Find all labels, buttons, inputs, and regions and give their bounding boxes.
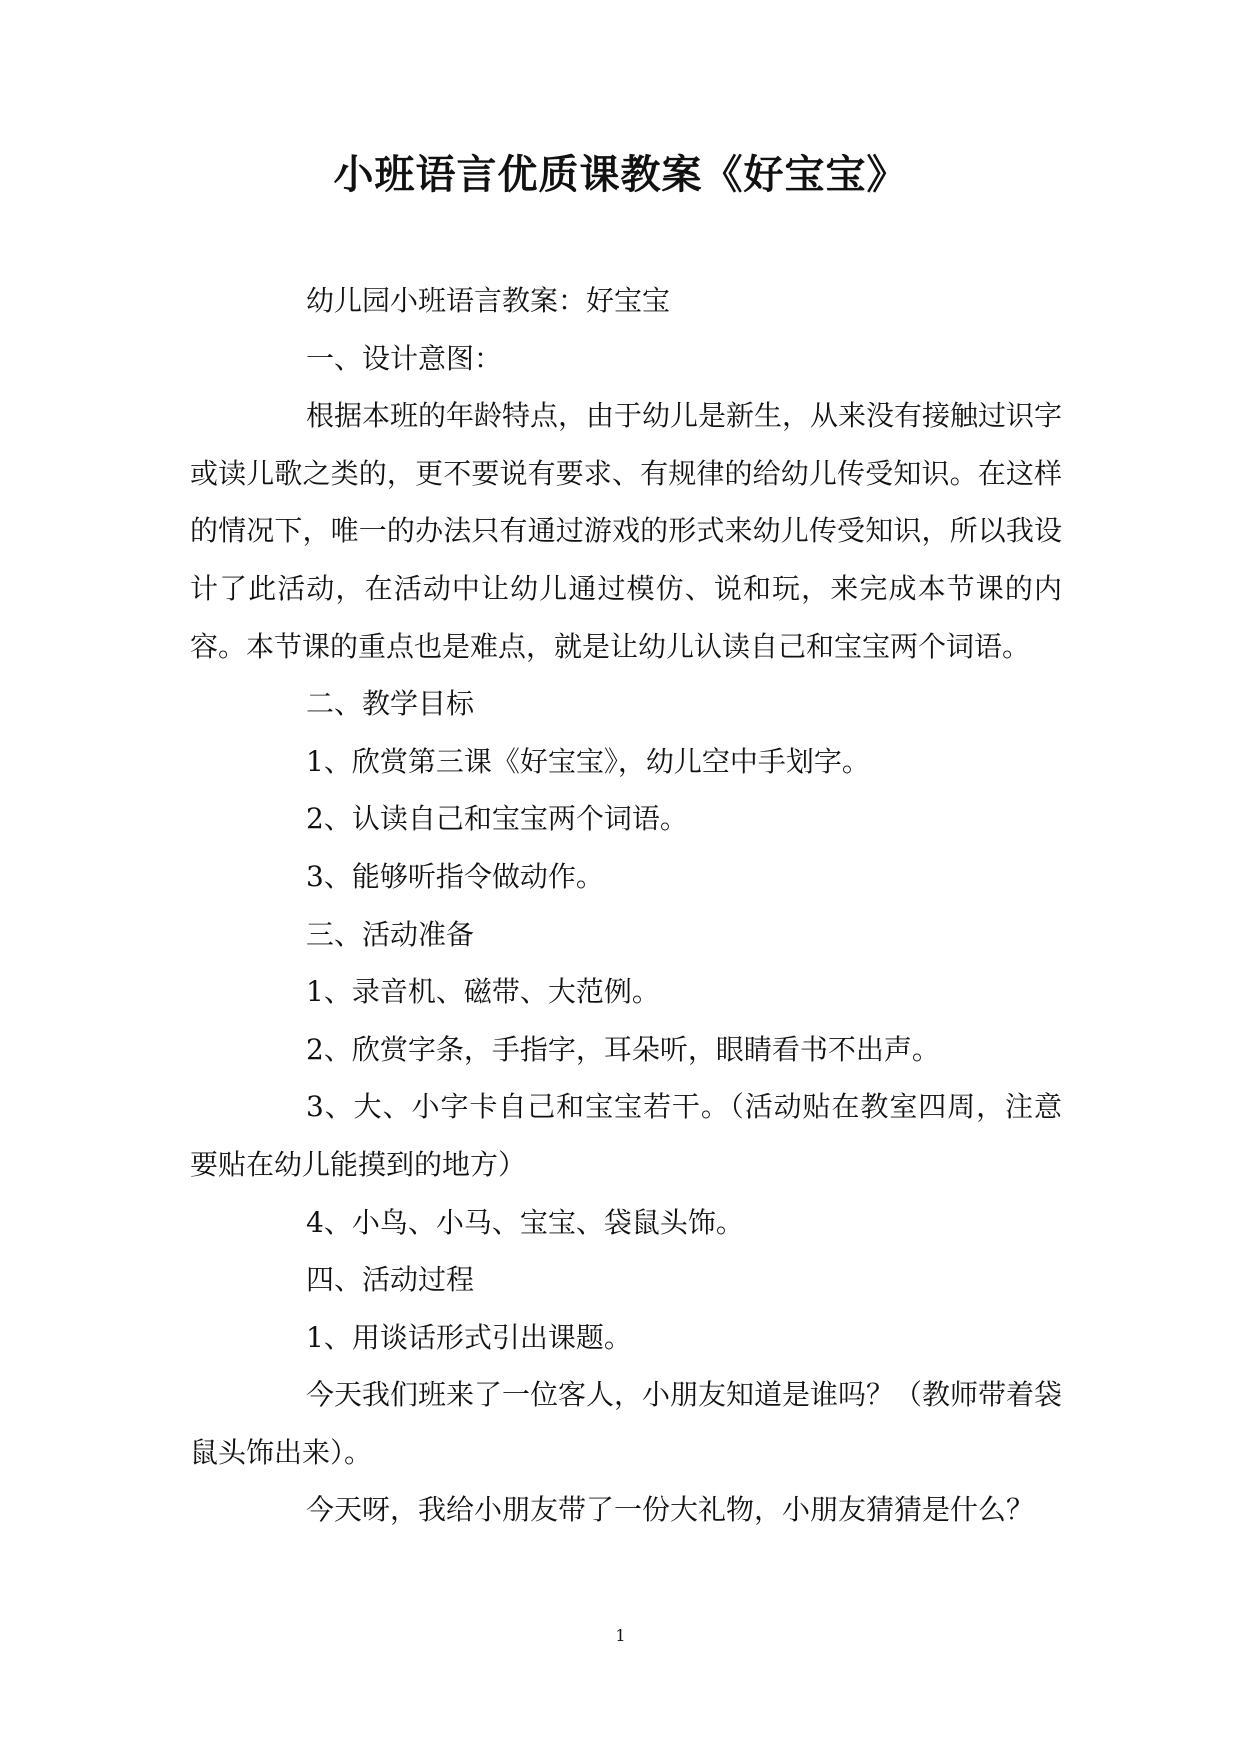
list-item-goal-3: 3、能够听指令做动作。 <box>306 859 604 893</box>
paragraph-subtitle: 幼儿园小班语言教案：好宝宝 <box>306 284 671 317</box>
list-item-prep-4: 4、小鸟、小马、宝宝、袋鼠头饰。 <box>306 1205 744 1239</box>
list-item-prep-3: 3、大、小字卡自己和宝宝若干。（活动贴在教室四周，注意要贴在幼儿能摸到的地方） <box>190 1090 1062 1181</box>
list-item-prep-1: 1、录音机、磁带、大范例。 <box>306 975 660 1009</box>
document-body <box>190 272 1062 1539</box>
list-item-goal-1: 1、欣赏第三课《好宝宝》，幼儿空中手划字。 <box>306 744 870 778</box>
document-title: 小班语言优质课教案《好宝宝》 <box>333 151 908 198</box>
heading-preparation: 三、活动准备 <box>306 917 475 951</box>
paragraph-process-dialogue-2: 今天呀，我给小朋友带了一份大礼物，小朋友猜猜是什么？ <box>306 1493 1035 1527</box>
page-number: 1 <box>615 1626 626 1645</box>
heading-design-intent: 一、设计意图： <box>306 341 503 375</box>
list-item-process-1: 1、用谈话形式引出课题。 <box>306 1320 632 1354</box>
heading-process: 四、活动过程 <box>306 1263 475 1297</box>
paragraph-design-intent: 根据本班的年龄特点，由于幼儿是新生，从来没有接触过识字或读儿歌之类的，更不要说有要求、有规律的给幼儿传受知识。在这样的情况下，唯一的办法只有通过游戏的形式来幼儿传受知识，所以我设计了此活动，在活动中让幼儿通过模仿、说和玩，来完成本节课的内容。本节课的重点也是难点，就是让幼儿认读自己和宝宝两个词语。 <box>190 399 1063 663</box>
paragraph-process-dialogue-1: 今天我们班来了一位客人，小朋友知道是谁吗？（教师带着袋鼠头饰出来）。 <box>190 1378 1063 1469</box>
list-item-goal-2: 2、认读自己和宝宝两个词语。 <box>306 802 688 836</box>
list-item-prep-2: 2、欣赏字条，手指字，耳朵听，眼睛看书不出声。 <box>306 1032 940 1066</box>
heading-teaching-goals: 二、教学目标 <box>306 687 475 721</box>
